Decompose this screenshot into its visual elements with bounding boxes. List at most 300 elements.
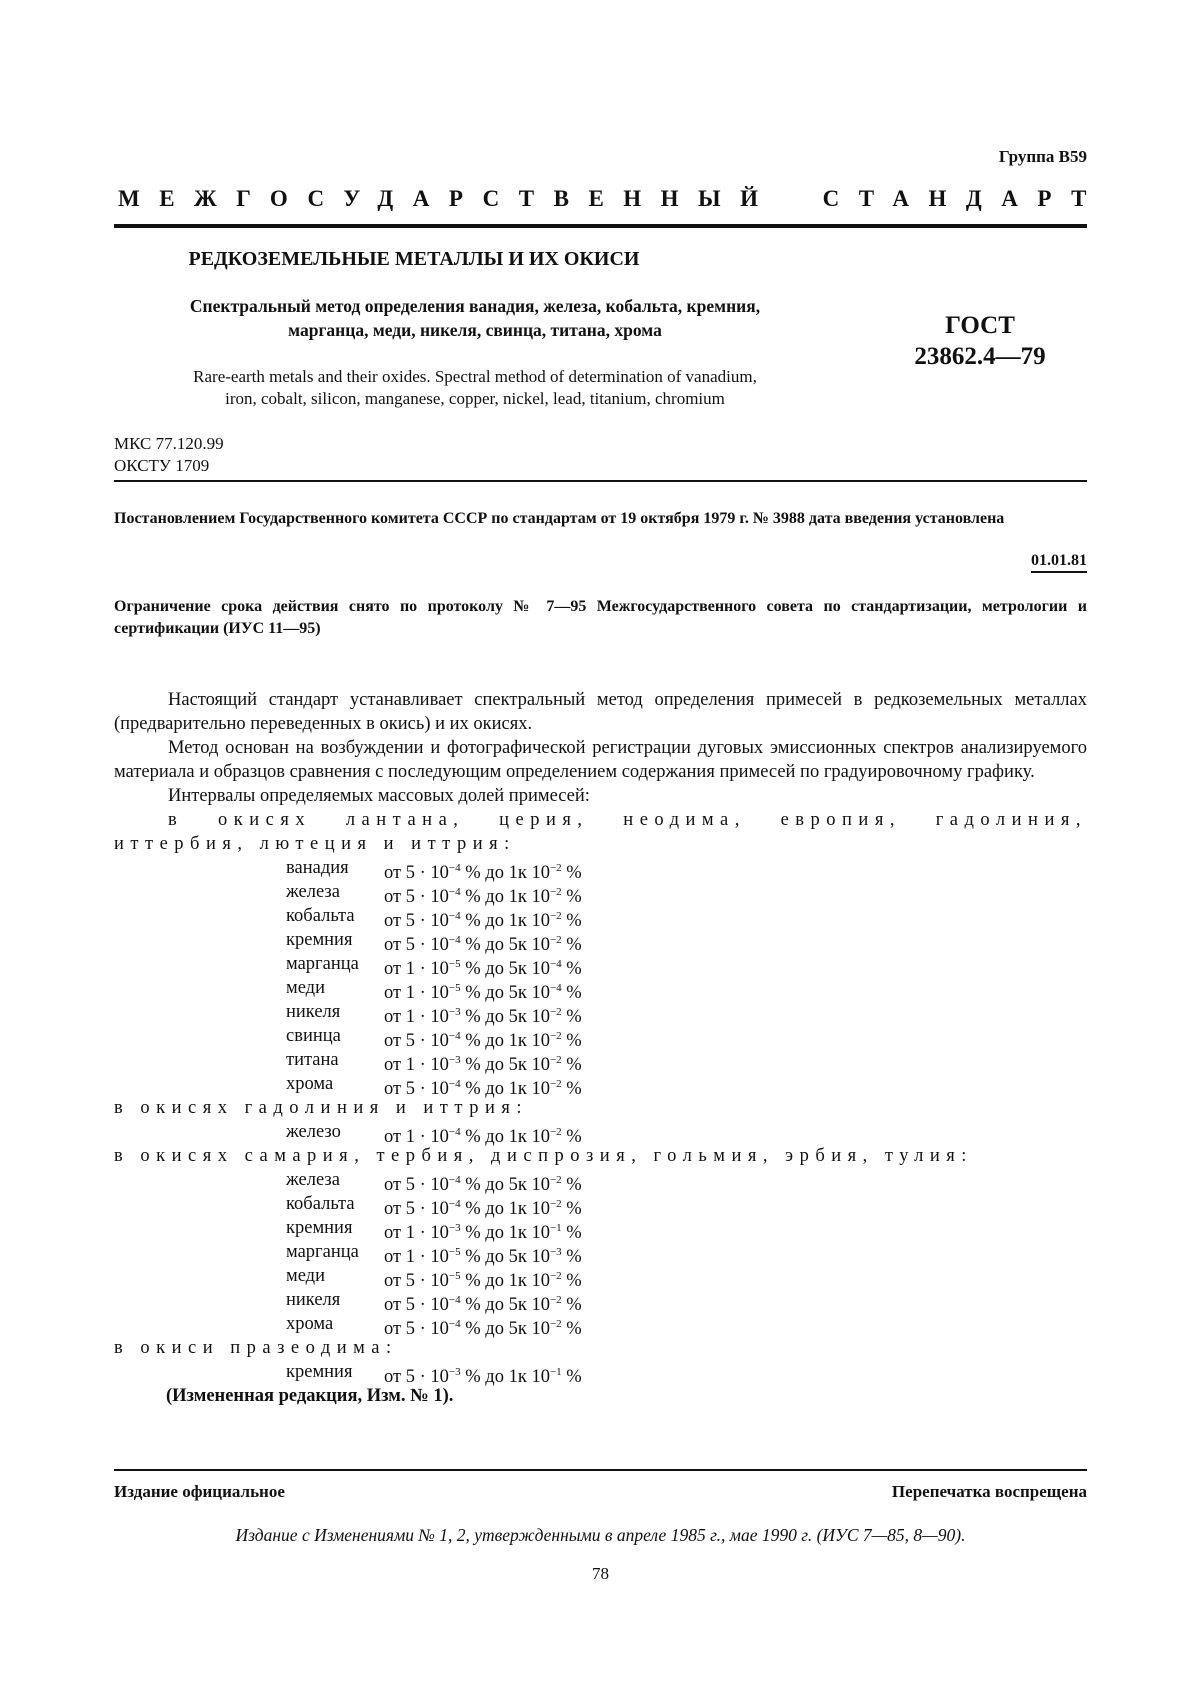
range-token: 1 — [405, 1055, 415, 1075]
concentration-range — [384, 880, 582, 907]
concentration-range — [384, 1168, 582, 1195]
introduction-date: 01.01.81 — [1031, 552, 1087, 573]
range-token: к — [517, 1055, 527, 1075]
range-token: 1 — [405, 959, 415, 979]
standard-word: СТАНДАРТ — [822, 186, 1106, 211]
range-token: от — [384, 1223, 402, 1243]
exponent: −3 — [448, 1366, 461, 1378]
oxide-group-label: в окисях самария, тербия, диспрозия, гольмия, эрбия, тулия: — [114, 1146, 973, 1166]
range-token: 5 — [508, 1055, 518, 1075]
range-row — [286, 976, 1087, 1003]
range-token: к — [517, 911, 527, 931]
range-token: к — [517, 1007, 527, 1027]
range-token: к — [517, 1319, 527, 1339]
range-token: 10 — [430, 1055, 449, 1075]
exponent: −3 — [448, 1222, 461, 1234]
range-token: 10 — [430, 1175, 449, 1195]
exponent: −2 — [549, 1078, 562, 1090]
range-token: 10 — [531, 1199, 550, 1219]
range-token: % — [465, 935, 481, 955]
range-token: % — [465, 1127, 481, 1147]
exponent: −4 — [448, 934, 461, 946]
range-token: к — [517, 1271, 527, 1291]
range-token: от — [384, 1175, 402, 1195]
range-token: 5 — [405, 1319, 415, 1339]
range-token: % — [566, 1055, 582, 1075]
range-token: до — [485, 1007, 504, 1027]
range-token: · — [419, 1271, 426, 1291]
range-token: к — [517, 1295, 527, 1315]
range-token: % — [566, 1031, 582, 1051]
range-token: · — [419, 1223, 426, 1243]
exponent: −4 — [549, 982, 562, 994]
range-token: 10 — [430, 911, 449, 931]
range-token: от — [384, 1199, 402, 1219]
range-token: от — [384, 863, 402, 883]
range-table — [286, 1120, 1087, 1147]
range-token: % — [465, 1295, 481, 1315]
exponent: −5 — [448, 1246, 461, 1258]
range-token: % — [465, 1223, 481, 1243]
range-token: % — [566, 1247, 582, 1267]
range-token: до — [485, 983, 504, 1003]
range-token: 10 — [430, 983, 449, 1003]
range-token: 10 — [430, 1295, 449, 1315]
range-token: к — [517, 1031, 527, 1051]
range-token: · — [419, 1319, 426, 1339]
page-number: 78 — [592, 1564, 609, 1583]
range-token: к — [517, 1367, 527, 1387]
range-token: 10 — [531, 887, 550, 907]
range-token: до — [485, 1247, 504, 1267]
range-row — [286, 1288, 1087, 1315]
exponent: −1 — [549, 1222, 562, 1234]
exponent: −4 — [448, 910, 461, 922]
range-table — [286, 1360, 1087, 1387]
range-token: · — [419, 1367, 426, 1387]
exponent: −4 — [448, 1198, 461, 1210]
range-token: · — [419, 911, 426, 931]
range-token: 10 — [531, 863, 550, 883]
range-token: 10 — [430, 1127, 449, 1147]
range-token: % — [465, 983, 481, 1003]
range-token: 10 — [430, 1007, 449, 1027]
range-token: до — [485, 911, 504, 931]
range-row — [286, 1216, 1087, 1243]
concentration-range — [384, 1024, 582, 1051]
range-token: · — [419, 1055, 426, 1075]
range-token: от — [384, 1319, 402, 1339]
range-token: от — [384, 887, 402, 907]
range-row — [286, 1264, 1087, 1291]
exponent: −2 — [549, 1174, 562, 1186]
group-code: Группа В59 — [998, 147, 1087, 166]
exponent: −4 — [448, 1078, 461, 1090]
range-token: к — [517, 887, 527, 907]
range-token: от — [384, 1007, 402, 1027]
range-token: % — [465, 1007, 481, 1027]
gost-number — [905, 310, 1055, 372]
concentration-range — [384, 856, 582, 883]
concentration-range — [384, 952, 582, 979]
element-name: кобальта — [286, 906, 355, 926]
exponent: −4 — [448, 1126, 461, 1138]
exponent: −5 — [448, 1270, 461, 1282]
exponent: −2 — [549, 862, 562, 874]
element-name: хрома — [286, 1314, 334, 1334]
range-token: до — [485, 1223, 504, 1243]
range-token: 10 — [430, 935, 449, 955]
range-token: до — [485, 1127, 504, 1147]
range-token: · — [419, 1247, 426, 1267]
concentration-range — [384, 1312, 582, 1339]
range-token: 1 — [405, 1127, 415, 1147]
exponent: −4 — [549, 958, 562, 970]
range-token: 10 — [430, 863, 449, 883]
range-token: · — [419, 983, 426, 1003]
range-token: % — [566, 1175, 582, 1195]
element-name: хрома — [286, 1074, 334, 1094]
subtitle-line: марганца, меди, никеля, свинца, титана, хрома — [288, 320, 662, 340]
range-token: 5 — [405, 1079, 415, 1099]
range-token: % — [566, 887, 582, 907]
range-token: 10 — [531, 935, 550, 955]
range-token: 10 — [531, 1055, 550, 1075]
exponent: −2 — [549, 1054, 562, 1066]
range-token: 10 — [531, 1007, 550, 1027]
range-token: 10 — [430, 1223, 449, 1243]
exponent: −2 — [549, 910, 562, 922]
range-token: · — [419, 887, 426, 907]
range-token: % — [566, 1199, 582, 1219]
header-rule — [114, 224, 1087, 228]
okstu-code: ОКСТУ 1709 — [114, 456, 210, 475]
range-token: · — [419, 1295, 426, 1315]
edition-note: Издание с Изменениями № 1, 2, утвержденными в апреле 1985 г., мае 1990 г. (ИУС 7—85, 8—90). — [235, 1525, 966, 1545]
range-token: 1 — [508, 1367, 518, 1387]
range-table — [286, 1168, 1087, 1339]
element-name: кобальта — [286, 1194, 355, 1214]
range-token: % — [465, 911, 481, 931]
concentration-range — [384, 1072, 582, 1099]
range-token: от — [384, 911, 402, 931]
range-token: до — [485, 1175, 504, 1195]
range-token: 10 — [531, 983, 550, 1003]
range-token: 10 — [430, 1247, 449, 1267]
range-token: 5 — [405, 863, 415, 883]
range-token: от — [384, 1367, 402, 1387]
element-name: свинца — [286, 1026, 341, 1046]
range-token: к — [517, 935, 527, 955]
gost-label: ГОСТ — [945, 312, 1015, 339]
range-row — [286, 1120, 1087, 1147]
exponent: −3 — [549, 1246, 562, 1258]
range-token: от — [384, 1031, 402, 1051]
range-token: 10 — [531, 1175, 550, 1195]
range-token: 5 — [508, 1007, 518, 1027]
range-token: 1 — [508, 863, 518, 883]
amendment-note: (Измененная редакция, Изм. № 1). — [166, 1386, 454, 1406]
range-token: 10 — [430, 1199, 449, 1219]
element-name: железо — [286, 1122, 341, 1142]
range-token: · — [419, 1127, 426, 1147]
range-token: % — [566, 1223, 582, 1243]
range-token: 5 — [405, 935, 415, 955]
range-token: от — [384, 959, 402, 979]
element-name: никеля — [286, 1002, 341, 1022]
limitation-text: Ограничение срока действия снято по протоколу № 7—95 Межгосударственного совета по стандартизации, метрологии и сертификации (ИУС 11—95) — [114, 598, 1087, 637]
range-token: 10 — [430, 1079, 449, 1099]
range-token: % — [465, 1031, 481, 1051]
range-row — [286, 904, 1087, 931]
range-token: % — [566, 959, 582, 979]
exponent: −4 — [448, 886, 461, 898]
range-token: 5 — [508, 983, 518, 1003]
range-token: 5 — [405, 911, 415, 931]
range-token: % — [465, 1079, 481, 1099]
range-token: 10 — [430, 959, 449, 979]
range-token: от — [384, 983, 402, 1003]
range-token: до — [485, 1271, 504, 1291]
range-token: до — [485, 935, 504, 955]
english-title — [120, 366, 830, 410]
range-token: до — [485, 959, 504, 979]
range-token: 5 — [405, 1031, 415, 1051]
concentration-range — [384, 1288, 582, 1315]
ranges-list — [114, 808, 1087, 1387]
range-token: 10 — [531, 1247, 550, 1267]
range-token: % — [566, 1319, 582, 1339]
exponent: −4 — [448, 862, 461, 874]
range-token: к — [517, 1247, 527, 1267]
range-row — [286, 1168, 1087, 1195]
element-name: титана — [286, 1050, 339, 1070]
exponent: −5 — [448, 982, 461, 994]
range-row — [286, 1072, 1087, 1099]
concentration-range — [384, 904, 582, 931]
exponent: −4 — [448, 1030, 461, 1042]
range-token: к — [517, 1223, 527, 1243]
range-row — [286, 1024, 1087, 1051]
range-row — [286, 880, 1087, 907]
classification-codes — [114, 433, 224, 477]
exponent: −4 — [448, 1294, 461, 1306]
range-token: 5 — [508, 959, 518, 979]
concentration-range — [384, 1360, 582, 1387]
range-table — [286, 856, 1087, 1099]
range-token: до — [485, 1031, 504, 1051]
range-token: 1 — [508, 1079, 518, 1099]
oxide-group-label: в окисях гадолиния и иттрия: — [114, 1098, 528, 1118]
range-token: от — [384, 935, 402, 955]
range-row — [286, 1000, 1087, 1027]
concentration-range — [384, 1240, 582, 1267]
range-token: 10 — [430, 887, 449, 907]
exponent: −2 — [549, 1270, 562, 1282]
range-token: 10 — [531, 1295, 550, 1315]
range-token: 10 — [531, 911, 550, 931]
range-row — [286, 928, 1087, 955]
range-token: % — [465, 1247, 481, 1267]
concentration-range — [384, 976, 582, 1003]
footer-rule — [114, 1469, 1087, 1471]
range-token: 10 — [531, 1031, 550, 1051]
element-name: кремния — [286, 930, 353, 950]
paragraph: Настоящий стандарт устанавливает спектральный метод определения примесей в редкоземельных металлах (предварительно переведенных в окись) и их окисях. — [114, 690, 1087, 734]
concentration-range — [384, 928, 582, 955]
concentration-range — [384, 1264, 582, 1291]
range-token: 5 — [508, 1295, 518, 1315]
element-name: кремния — [286, 1218, 353, 1238]
exponent: −2 — [549, 1030, 562, 1042]
range-token: к — [517, 1199, 527, 1219]
concentration-range — [384, 1000, 582, 1027]
concentration-range — [384, 1216, 582, 1243]
range-token: 10 — [430, 1367, 449, 1387]
gost-code: 23862.4—79 — [914, 343, 1046, 370]
official-edition: Издание официальное — [114, 1482, 285, 1501]
range-token: 5 — [405, 887, 415, 907]
range-token: 5 — [508, 1319, 518, 1339]
range-token: % — [566, 1271, 582, 1291]
exponent: −5 — [448, 958, 461, 970]
range-token: % — [566, 983, 582, 1003]
exponent: −4 — [448, 1174, 461, 1186]
range-token: 10 — [531, 1271, 550, 1291]
range-token: до — [485, 887, 504, 907]
range-token: % — [465, 863, 481, 883]
element-name: железа — [286, 882, 340, 902]
element-name: марганца — [286, 954, 359, 974]
range-row — [286, 1360, 1087, 1387]
range-token: 10 — [531, 1223, 550, 1243]
range-token: · — [419, 863, 426, 883]
exponent: −2 — [549, 1198, 562, 1210]
range-token: % — [566, 911, 582, 931]
range-token: 10 — [531, 1079, 550, 1099]
range-token: 1 — [508, 1031, 518, 1051]
range-token: % — [566, 1295, 582, 1315]
english-title-line: Rare-earth metals and their oxides. Spectral method of determination of vanadium, — [193, 367, 757, 386]
exponent: −2 — [549, 886, 562, 898]
range-token: % — [465, 959, 481, 979]
exponent: −2 — [549, 1126, 562, 1138]
document-title: РЕДКОЗЕМЕЛЬНЫЕ МЕТАЛЛЫ И ИХ ОКИСИ — [188, 248, 640, 270]
range-token: · — [419, 1199, 426, 1219]
range-token: 1 — [405, 983, 415, 1003]
range-token: 5 — [405, 1271, 415, 1291]
range-token: до — [485, 1295, 504, 1315]
range-token: от — [384, 1247, 402, 1267]
exponent: −2 — [549, 1318, 562, 1330]
decree-text: Постановлением Государственного комитета СССР по стандартам от 19 октября 1979 г. № 3988 дата введения установлена — [114, 510, 1005, 527]
range-token: % — [465, 887, 481, 907]
range-token: от — [384, 1079, 402, 1099]
range-token: до — [485, 863, 504, 883]
range-token: к — [517, 863, 527, 883]
range-row — [286, 1312, 1087, 1339]
exponent: −2 — [549, 1294, 562, 1306]
english-title-line: iron, cobalt, silicon, manganese, copper, nickel, lead, titanium, chromium — [225, 389, 725, 408]
range-token: % — [566, 1079, 582, 1099]
concentration-range — [384, 1192, 582, 1219]
range-token: от — [384, 1271, 402, 1291]
range-token: % — [465, 1271, 481, 1291]
exponent: −4 — [448, 1318, 461, 1330]
reprint-prohibited: Перепечатка воспрещена — [891, 1482, 1087, 1501]
range-token: % — [566, 1127, 582, 1147]
range-token: 1 — [508, 1199, 518, 1219]
range-token: · — [419, 1175, 426, 1195]
concentration-range — [384, 1048, 582, 1075]
range-token: % — [566, 1367, 582, 1387]
range-token: 5 — [405, 1367, 415, 1387]
paragraph: Метод основан на возбуждении и фотографической регистрации дуговых эмиссионных спектров анализируемого материала и образцов сравнения с последующим определением содержания примесей по градуировочному графику. — [114, 738, 1087, 782]
range-token: 1 — [508, 1223, 518, 1243]
range-token: % — [566, 863, 582, 883]
range-token: % — [566, 1007, 582, 1027]
range-token: 1 — [508, 911, 518, 931]
range-token: к — [517, 959, 527, 979]
interstate-standard-header — [118, 186, 1106, 212]
range-token: 5 — [405, 1199, 415, 1219]
range-token: · — [419, 1079, 426, 1099]
element-name: никеля — [286, 1290, 341, 1310]
oxide-group-label: в окисях лантана, церия, неодима, европия, гадолиния, иттербия, лютеция и иттрия: — [114, 810, 1087, 854]
interstate-word: МЕЖГОСУДАРСТВЕННЫЙ — [118, 186, 778, 211]
range-token: 5 — [508, 1175, 518, 1195]
range-token: 5 — [508, 1247, 518, 1267]
range-token: 10 — [531, 1367, 550, 1387]
range-token: 1 — [508, 887, 518, 907]
range-token: 1 — [508, 1127, 518, 1147]
range-token: к — [517, 1079, 527, 1099]
range-token: к — [517, 983, 527, 1003]
document-subtitle — [120, 294, 830, 342]
paragraph: Интервалы определяемых массовых долей примесей: — [168, 786, 590, 806]
range-token: 1 — [405, 1007, 415, 1027]
element-name: меди — [286, 978, 325, 998]
range-token: % — [465, 1319, 481, 1339]
element-name: марганца — [286, 1242, 359, 1262]
range-token: % — [566, 935, 582, 955]
range-token: 10 — [531, 1319, 550, 1339]
range-token: % — [465, 1367, 481, 1387]
range-token: 5 — [508, 935, 518, 955]
range-token: % — [465, 1175, 481, 1195]
exponent: −2 — [549, 1006, 562, 1018]
range-token: до — [485, 1367, 504, 1387]
range-token: к — [517, 1175, 527, 1195]
element-name: кремния — [286, 1362, 353, 1382]
exponent: −1 — [549, 1366, 562, 1378]
exponent: −2 — [549, 934, 562, 946]
range-row — [286, 856, 1087, 883]
range-token: от — [384, 1295, 402, 1315]
element-name: меди — [286, 1266, 325, 1286]
range-token: к — [517, 1127, 527, 1147]
range-token: 5 — [405, 1295, 415, 1315]
range-token: % — [465, 1199, 481, 1219]
element-name: ванадия — [286, 858, 349, 878]
mks-code: МКС 77.120.99 — [114, 434, 224, 453]
element-name: железа — [286, 1170, 340, 1190]
codes-rule — [114, 480, 1087, 482]
range-token: до — [485, 1055, 504, 1075]
range-token: 10 — [430, 1271, 449, 1291]
exponent: −3 — [448, 1054, 461, 1066]
range-token: 1 — [508, 1271, 518, 1291]
